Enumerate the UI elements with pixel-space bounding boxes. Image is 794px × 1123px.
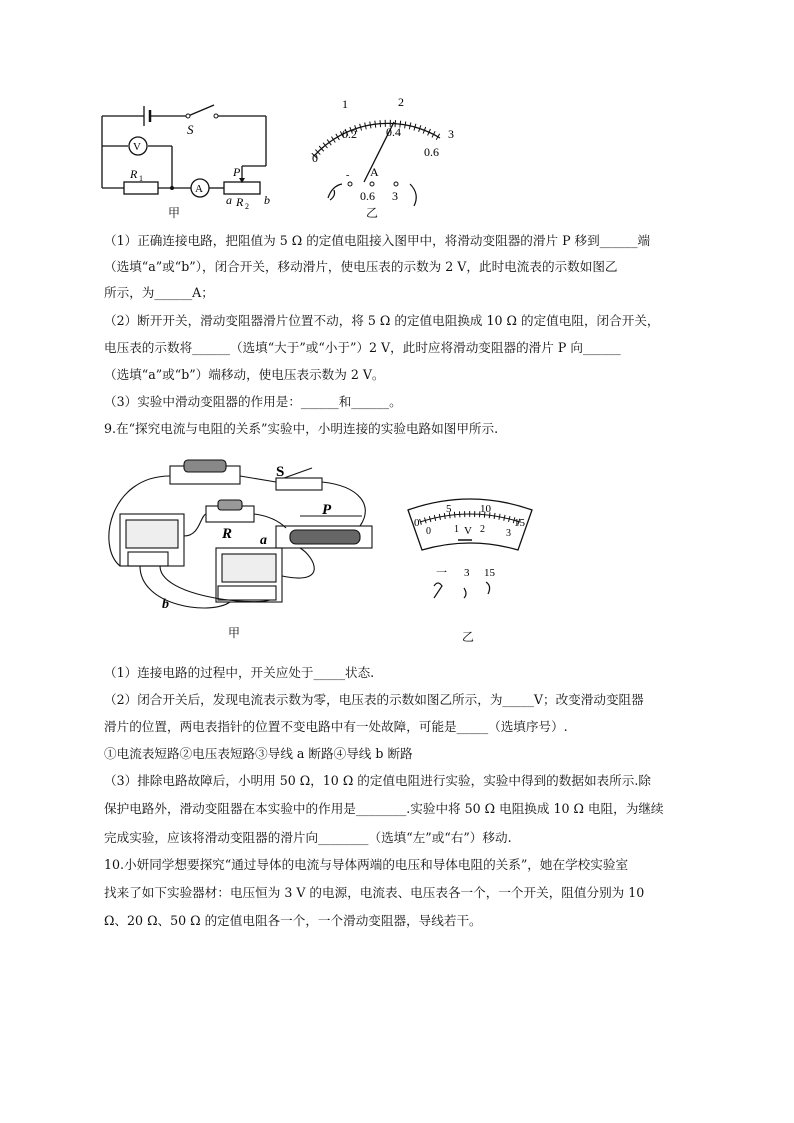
slider-label: P bbox=[233, 165, 241, 179]
ammeter-label: A bbox=[195, 183, 203, 195]
meter-unit: V bbox=[464, 525, 472, 537]
r1-label: R bbox=[130, 167, 138, 181]
terminal-15: 15 bbox=[484, 567, 495, 579]
slider-label: P bbox=[322, 502, 332, 518]
outer-scale-5: 5 bbox=[446, 503, 452, 515]
q9-stem: 9.在“探究电流与电阻的关系”实验中，小明连接的实验电路如图甲所示. bbox=[104, 421, 499, 436]
inner-scale-1: 1 bbox=[454, 524, 459, 535]
outer-scale-2: 2 bbox=[398, 95, 404, 109]
wire-b-label: b bbox=[162, 597, 169, 612]
inner-scale-0: 0 bbox=[312, 151, 318, 165]
q10-line3: Ω、20 Ω、50 Ω 的定值电阻各一个，一个滑动变阻器，导线若干。 bbox=[104, 913, 482, 928]
outer-scale-0: 0 bbox=[414, 517, 420, 529]
voltmeter-label: V bbox=[133, 141, 141, 153]
outer-scale-1: 1 bbox=[342, 97, 348, 111]
terminal-0-6: 0.6 bbox=[360, 189, 375, 203]
q10-line2: 找来了如下实验器材：电压恒为 3 V 的电源，电流表、电压表各一个，一个开关，阻值分别为 10 bbox=[104, 885, 645, 900]
outer-scale-10: 10 bbox=[480, 503, 491, 515]
r2-label: R bbox=[236, 195, 244, 209]
outer-scale-3: 3 bbox=[448, 127, 454, 141]
r2-sub: 2 bbox=[245, 202, 249, 211]
q9-part3-line1: （3）排除电路故障后，小明用 50 Ω，10 Ω 的定值电阻进行实验，实验中得到的数据如表所示.除 bbox=[104, 773, 651, 788]
physical-circuit-jia bbox=[100, 456, 380, 626]
q8-part1-line1: （1）正确连接电路，把阻值为 5 Ω 的定值电阻接入图甲中，将滑动变阻器的滑片 P 移到______端 bbox=[104, 233, 651, 248]
inner-scale-0: 0 bbox=[426, 526, 431, 537]
end-b-label: b bbox=[264, 193, 270, 207]
q8-part2-line1: （2）断开开关，滑动变阻器滑片位置不动，将 5 Ω 的定值电阻换成 10 Ω 的定值电阻，闭合开关， bbox=[104, 313, 660, 328]
q8-part2-line3: （选填“a”或“b”）端移动，使电压表示数为 2 V。 bbox=[104, 367, 385, 382]
resistor-r1 bbox=[124, 182, 158, 194]
caption-jia-2: 甲 bbox=[228, 626, 241, 640]
outer-scale-15: 15 bbox=[514, 517, 525, 529]
q8-part3: （3）实验中滑动变阻器的作用是：______和______。 bbox=[104, 394, 402, 409]
terminal-3: 3 bbox=[464, 567, 470, 579]
switch-label: S bbox=[276, 464, 285, 480]
caption-yi: 乙 bbox=[366, 206, 379, 220]
terminal-minus: 一 bbox=[436, 567, 447, 579]
q8-part1-line3: 所示，为______A； bbox=[104, 285, 214, 300]
caption-yi-2: 乙 bbox=[462, 630, 475, 644]
switch-label: S bbox=[187, 122, 194, 137]
ammeter-dial-yi bbox=[290, 94, 470, 214]
terminal-wire-left bbox=[328, 184, 342, 200]
q9-part3-line3: 完成实验，应该将滑动变阻器的滑片向________（选填“左”或“右”）移动. bbox=[104, 830, 512, 845]
circuit-diagram-jia bbox=[96, 96, 286, 212]
q9-part2-line1: （2）闭合开关后，发现电流表示数为零，电压表的示数如图乙所示，为_____V；改变滑动变阻器 bbox=[104, 692, 644, 707]
inner-scale-2: 2 bbox=[480, 524, 485, 535]
terminal-minus: - bbox=[346, 170, 350, 181]
inner-scale-3: 0.6 bbox=[424, 145, 439, 159]
switch-blade bbox=[188, 105, 214, 116]
r1-sub: 1 bbox=[139, 174, 143, 183]
terminal-3: 3 bbox=[392, 189, 398, 203]
q9-part2-line2: 滑片的位置，两电表指针的位置不变电路中有一处故障，可能是_____（选填序号）. bbox=[104, 719, 568, 734]
resistor-label: R bbox=[222, 526, 233, 542]
q8-part1-line2: （选填“a”或“b”），闭合开关，移动滑片，使电压表的示数为 2 V，此时电流表的示数如图乙 bbox=[104, 259, 618, 274]
q8-part2-line2: 电压表的示数将______（选填“大于”或“小于”）2 V，此时应将滑动变阻器的滑片 P 向______ bbox=[104, 340, 621, 355]
voltmeter-dial-yi bbox=[400, 492, 540, 618]
wire-a-label: a bbox=[260, 533, 267, 548]
q9-options: ①电流表短路②电压表短路③导线 a 断路④导线 b 断路 bbox=[104, 746, 413, 761]
q9-part3-line2: 保护电路外，滑动变阻器在本实验中的作用是________.实验中将 50 Ω 电阻换成 10 Ω 电阻，为继续 bbox=[104, 801, 664, 816]
inner-scale-3: 3 bbox=[506, 528, 511, 539]
q9-part1: （1）连接电路的过程中，开关应处于_____状态. bbox=[104, 665, 375, 680]
inner-scale-1: 0.2 bbox=[342, 127, 357, 141]
q10-line1: 10.小妍同学想要探究“通过导体的电流与导体两端的电压和导体电阻的关系”，她在学校实验室 bbox=[104, 857, 629, 872]
meter-unit: A bbox=[370, 165, 379, 179]
inner-scale-2: 0.4 bbox=[386, 125, 401, 139]
end-a-label: a bbox=[226, 193, 232, 207]
terminal-wire-right bbox=[410, 184, 416, 206]
caption-jia: 甲 bbox=[168, 206, 181, 220]
